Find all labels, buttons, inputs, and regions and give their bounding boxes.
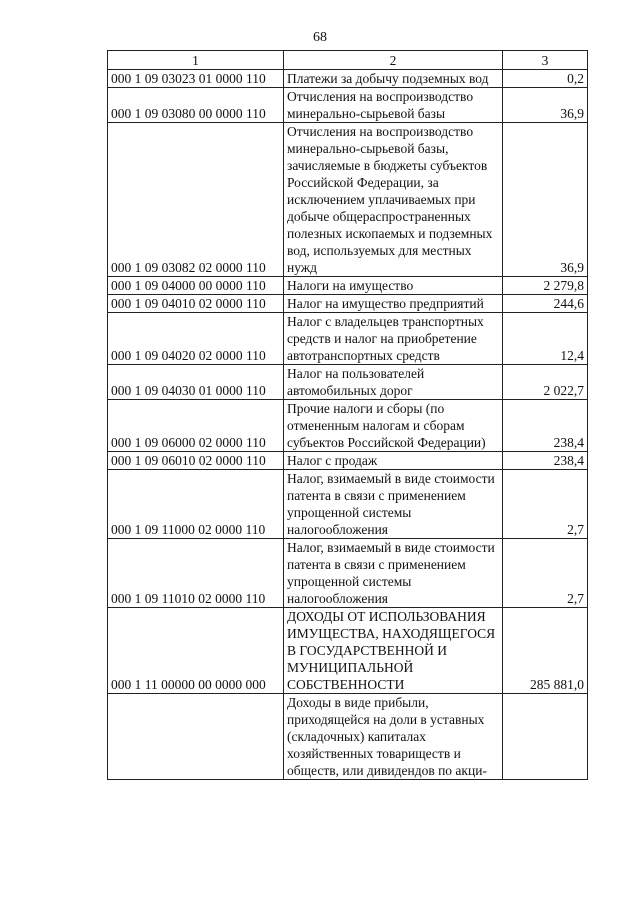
amount: 285 881,0 xyxy=(503,608,588,694)
budget-code: 000 1 11 00000 00 0000 000 xyxy=(108,608,284,694)
amount: 2,7 xyxy=(503,539,588,608)
amount: 36,9 xyxy=(503,88,588,123)
revenue-description: Прочие налоги и сборы (по отмененным налогам и сборам субъектов Российской Федерации) xyxy=(284,400,503,452)
budget-code xyxy=(108,694,284,780)
revenue-description: Доходы в виде прибыли, приходящейся на доли в уставных (складочных) капиталах хозяйственных товариществ и обществ, или дивидендов по акци- xyxy=(284,694,503,780)
revenue-description: Налог, взимаемый в виде стоимости патента в связи с применением упрощенной системы налогообложения xyxy=(284,539,503,608)
table-row xyxy=(108,694,588,780)
table-row xyxy=(108,295,588,313)
budget-code: 000 1 09 04020 02 0000 110 xyxy=(108,313,284,365)
revenue-description: Налог с владельцев транспортных средств и налог на приобретение автотранспортных средств xyxy=(284,313,503,365)
budget-code: 000 1 09 06000 02 0000 110 xyxy=(108,400,284,452)
table-row xyxy=(108,123,588,277)
column-header-code: 1 xyxy=(108,51,284,70)
budget-code: 000 1 09 11000 02 0000 110 xyxy=(108,470,284,539)
budget-code: 000 1 09 03080 00 0000 110 xyxy=(108,88,284,123)
table-header-row xyxy=(108,51,588,70)
table-row xyxy=(108,88,588,123)
column-header-amount: 3 xyxy=(503,51,588,70)
revenue-description: Налоги на имущество xyxy=(284,277,503,295)
page-number: 68 xyxy=(313,30,327,45)
revenue-description: Отчисления на воспроизводство минерально-сырьевой базы xyxy=(284,88,503,123)
amount: 2 279,8 xyxy=(503,277,588,295)
amount: 36,9 xyxy=(503,123,588,277)
amount: 2,7 xyxy=(503,470,588,539)
table-row xyxy=(108,70,588,88)
amount: 238,4 xyxy=(503,400,588,452)
column-header-description: 2 xyxy=(284,51,503,70)
budget-code: 000 1 09 04000 00 0000 110 xyxy=(108,277,284,295)
amount xyxy=(503,694,588,780)
revenue-description: Налог на пользователей автомобильных дорог xyxy=(284,365,503,400)
budget-code: 000 1 09 04030 01 0000 110 xyxy=(108,365,284,400)
revenue-description: ДОХОДЫ ОТ ИСПОЛЬЗОВАНИЯ ИМУЩЕСТВА, НАХОДЯЩЕГОСЯ В ГОСУДАРСТВЕННОЙ И МУНИЦИПАЛЬНОЙ СОБСТВЕННОСТИ xyxy=(284,608,503,694)
budget-code: 000 1 09 03023 01 0000 110 xyxy=(108,70,284,88)
table-row xyxy=(108,365,588,400)
table-row xyxy=(108,608,588,694)
revenue-description: Платежи за добычу подземных вод xyxy=(284,70,503,88)
table-row xyxy=(108,277,588,295)
budget-code: 000 1 09 04010 02 0000 110 xyxy=(108,295,284,313)
revenue-description: Налог с продаж xyxy=(284,452,503,470)
budget-revenue-table xyxy=(107,50,588,780)
amount: 238,4 xyxy=(503,452,588,470)
amount: 0,2 xyxy=(503,70,588,88)
budget-code: 000 1 09 11010 02 0000 110 xyxy=(108,539,284,608)
amount: 2 022,7 xyxy=(503,365,588,400)
table-row xyxy=(108,313,588,365)
table-row xyxy=(108,539,588,608)
table-row xyxy=(108,452,588,470)
budget-code: 000 1 09 03082 02 0000 110 xyxy=(108,123,284,277)
budget-code: 000 1 09 06010 02 0000 110 xyxy=(108,452,284,470)
amount: 244,6 xyxy=(503,295,588,313)
revenue-description: Налог на имущество предприятий xyxy=(284,295,503,313)
table-row xyxy=(108,470,588,539)
amount: 12,4 xyxy=(503,313,588,365)
table-row xyxy=(108,400,588,452)
revenue-description: Налог, взимаемый в виде стоимости патента в связи с применением упрощенной системы налогообложения xyxy=(284,470,503,539)
revenue-description: Отчисления на воспроизводство минерально-сырьевой базы, зачисляемые в бюджеты субъектов Российской Федерации, за исключением уплачиваемых при добыче общераспространенных полезных ископаемых и подземных вод, используемых для местных нужд xyxy=(284,123,503,277)
